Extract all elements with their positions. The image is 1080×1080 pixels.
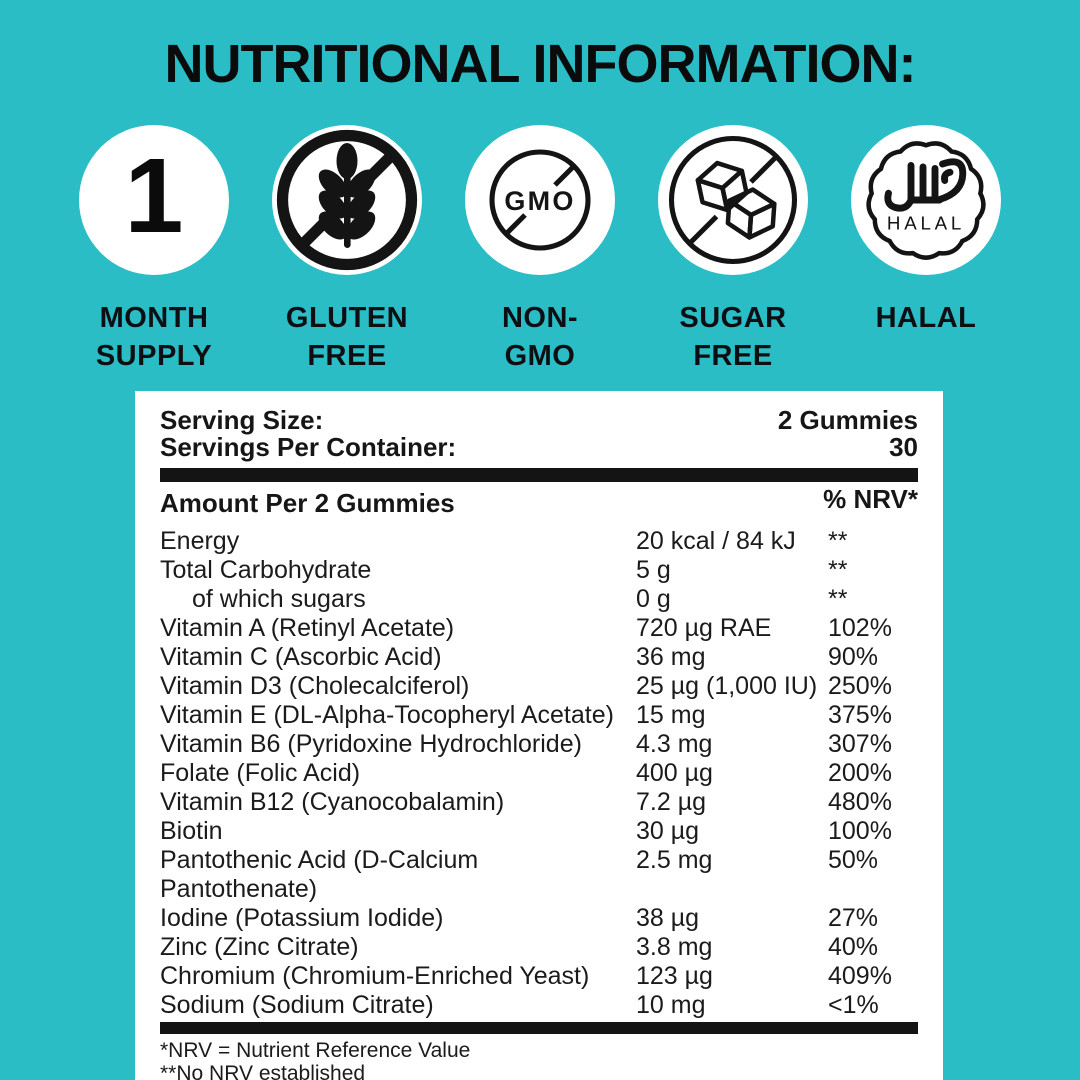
- serving-size-value: 2 Gummies: [777, 405, 918, 435]
- halal-seal-text: HALAL: [886, 212, 966, 234]
- nutrition-panel: [135, 391, 943, 1080]
- halal-seal-icon: [851, 125, 1001, 275]
- servings-per-container-value: 30: [889, 432, 918, 462]
- gluten-free-wheat-icon: [272, 125, 422, 275]
- nutrient-name: Zinc (Zinc Citrate): [160, 933, 359, 961]
- nutrient-amount: 30 µg: [636, 817, 700, 845]
- nutrient-nrv: 102%: [828, 614, 892, 642]
- nutrient-row: [160, 759, 918, 788]
- nutrient-row: [160, 701, 918, 730]
- nutrient-amount: 123 µg: [636, 962, 713, 990]
- nutrient-amount: 3.8 mg: [636, 933, 713, 961]
- badge-label-halal: [876, 299, 977, 337]
- nutrient-row: [160, 643, 918, 672]
- nutrient-amount: 0 g: [636, 585, 671, 613]
- nutrient-nrv: 480%: [828, 788, 892, 816]
- nutrient-name: Chromium (Chromium-Enriched Yeast): [160, 962, 590, 990]
- badge-label-line: NON-: [501, 302, 579, 334]
- nutrient-amount: 400 µg: [636, 759, 713, 787]
- badge-label-month-supply: [96, 299, 212, 375]
- nutrient-row: [160, 585, 918, 614]
- nutrient-row: [160, 730, 918, 759]
- serving-size-label: Serving Size:: [160, 405, 324, 435]
- nutrient-row: [160, 672, 918, 701]
- nutrient-name: Vitamin B12 (Cyanocobalamin): [160, 788, 505, 816]
- nutrient-nrv: **: [828, 556, 848, 584]
- nutrient-amount: 10 mg: [636, 991, 706, 1019]
- nutrient-name: of which sugars: [192, 585, 366, 613]
- nutrient-nrv: 250%: [828, 672, 892, 700]
- divider-bar-bottom: [160, 1022, 918, 1034]
- nutrient-amount: 20 kcal / 84 kJ: [636, 527, 796, 555]
- nutrient-amount: 38 µg: [636, 904, 700, 932]
- badge-gluten-free: [272, 125, 422, 375]
- badge-sugar-free: [658, 125, 808, 375]
- nutrient-row: [160, 788, 918, 817]
- badge-label-line: SUPPLY: [95, 340, 213, 372]
- nutrient-amount: 7.2 µg: [636, 788, 707, 816]
- divider-bar-top: [160, 468, 918, 482]
- badge-non-gmo: [465, 125, 615, 375]
- nutrient-nrv: 50%: [828, 846, 879, 874]
- nutrient-row: [160, 991, 918, 1020]
- gmo-icon-text: GMO: [504, 185, 576, 216]
- nutrient-row: [160, 614, 918, 643]
- nutrient-row: [160, 527, 918, 556]
- nutrient-name: Vitamin D3 (Cholecalciferol): [160, 672, 470, 700]
- nutrient-nrv: **: [828, 527, 848, 555]
- nutrient-amount: 36 mg: [636, 643, 706, 671]
- nutrient-nrv: 27%: [828, 904, 879, 932]
- nutrient-nrv: 90%: [828, 643, 879, 671]
- nutrient-name: Vitamin A (Retinyl Acetate): [160, 614, 455, 642]
- nutrient-amount: 720 µg RAE: [636, 614, 772, 642]
- badge-label-line: FREE: [693, 340, 773, 372]
- number-1-icon: [79, 125, 229, 275]
- badge-label-line: HALAL: [875, 302, 977, 334]
- badge-label-line: MONTH: [99, 302, 209, 334]
- nutrient-row: [160, 817, 918, 846]
- badge-label-line: GMO: [504, 340, 576, 372]
- nutrient-nrv: 40%: [828, 933, 879, 961]
- nutrient-nrv: 100%: [828, 817, 892, 845]
- footnote-nrv: *NRV = Nutrient Reference Value: [160, 1039, 471, 1062]
- nutrient-row: [160, 933, 918, 962]
- nutrient-name: Pantothenic Acid (D-Calcium Pantothenate): [160, 846, 479, 903]
- badge-row: [0, 125, 1080, 375]
- nutrient-row: [160, 556, 918, 585]
- nutrient-nrv: 200%: [828, 759, 892, 787]
- badge-label-sugar-free: [679, 299, 786, 375]
- nutrient-row: [160, 846, 918, 904]
- badge-label-line: FREE: [307, 340, 387, 372]
- badge-month-supply: [79, 125, 229, 375]
- nutrient-name: Total Carbohydrate: [160, 556, 372, 584]
- badge-label-line: SUGAR: [679, 302, 787, 334]
- badge-halal: [851, 125, 1001, 375]
- badge-label-gluten-free: [286, 299, 408, 375]
- nutrient-rows: [160, 527, 918, 1020]
- nutrient-amount: 2.5 mg: [636, 846, 713, 874]
- sugar-cubes-crossed-icon: [658, 125, 808, 275]
- nutrient-amount: 4.3 mg: [636, 730, 713, 758]
- nutrient-name: Vitamin B6 (Pyridoxine Hydrochloride): [160, 730, 582, 758]
- nutrient-nrv: 307%: [828, 730, 892, 758]
- nutrient-name: Iodine (Potassium Iodide): [160, 904, 444, 932]
- nutrient-name: Biotin: [160, 817, 223, 845]
- nutrient-nrv: **: [828, 585, 848, 613]
- amount-per-serving-header: Amount Per 2 Gummies: [160, 488, 455, 518]
- nutrient-nrv: 375%: [828, 701, 892, 729]
- nutrient-name: Sodium (Sodium Citrate): [160, 991, 434, 1019]
- amount-header-row: [160, 484, 918, 518]
- servings-per-container-row: [160, 434, 918, 461]
- badge-label-non-gmo: [502, 299, 578, 375]
- halal-arabic-calligraphy: [888, 162, 963, 208]
- serving-size-row: [160, 407, 918, 434]
- nrv-header: % NRV*: [823, 484, 918, 514]
- badge-label-line: GLUTEN: [285, 302, 409, 334]
- nutrient-name: Folate (Folic Acid): [160, 759, 361, 787]
- nutrient-name: Vitamin E (DL-Alpha-Tocopheryl Acetate): [160, 701, 614, 729]
- servings-per-container-label: Servings Per Container:: [160, 432, 457, 462]
- footnote-no-nrv: **No NRV established: [160, 1062, 366, 1080]
- nutrient-row: [160, 904, 918, 933]
- non-gmo-icon: [465, 125, 615, 275]
- nutrient-nrv: <1%: [828, 991, 879, 1019]
- footnotes: [160, 1039, 918, 1080]
- nutrient-amount: 15 mg: [636, 701, 706, 729]
- page-title: NUTRITIONAL INFORMATION:: [164, 34, 916, 94]
- nutrient-amount: 25 µg (1,000 IU): [636, 672, 818, 700]
- nutrient-nrv: 409%: [828, 962, 892, 990]
- nutrient-row: [160, 962, 918, 991]
- nutrient-name: Vitamin C (Ascorbic Acid): [160, 643, 442, 671]
- supply-number: 1: [124, 137, 184, 255]
- nutrient-name: Energy: [160, 527, 240, 555]
- nutrient-amount: 5 g: [636, 556, 671, 584]
